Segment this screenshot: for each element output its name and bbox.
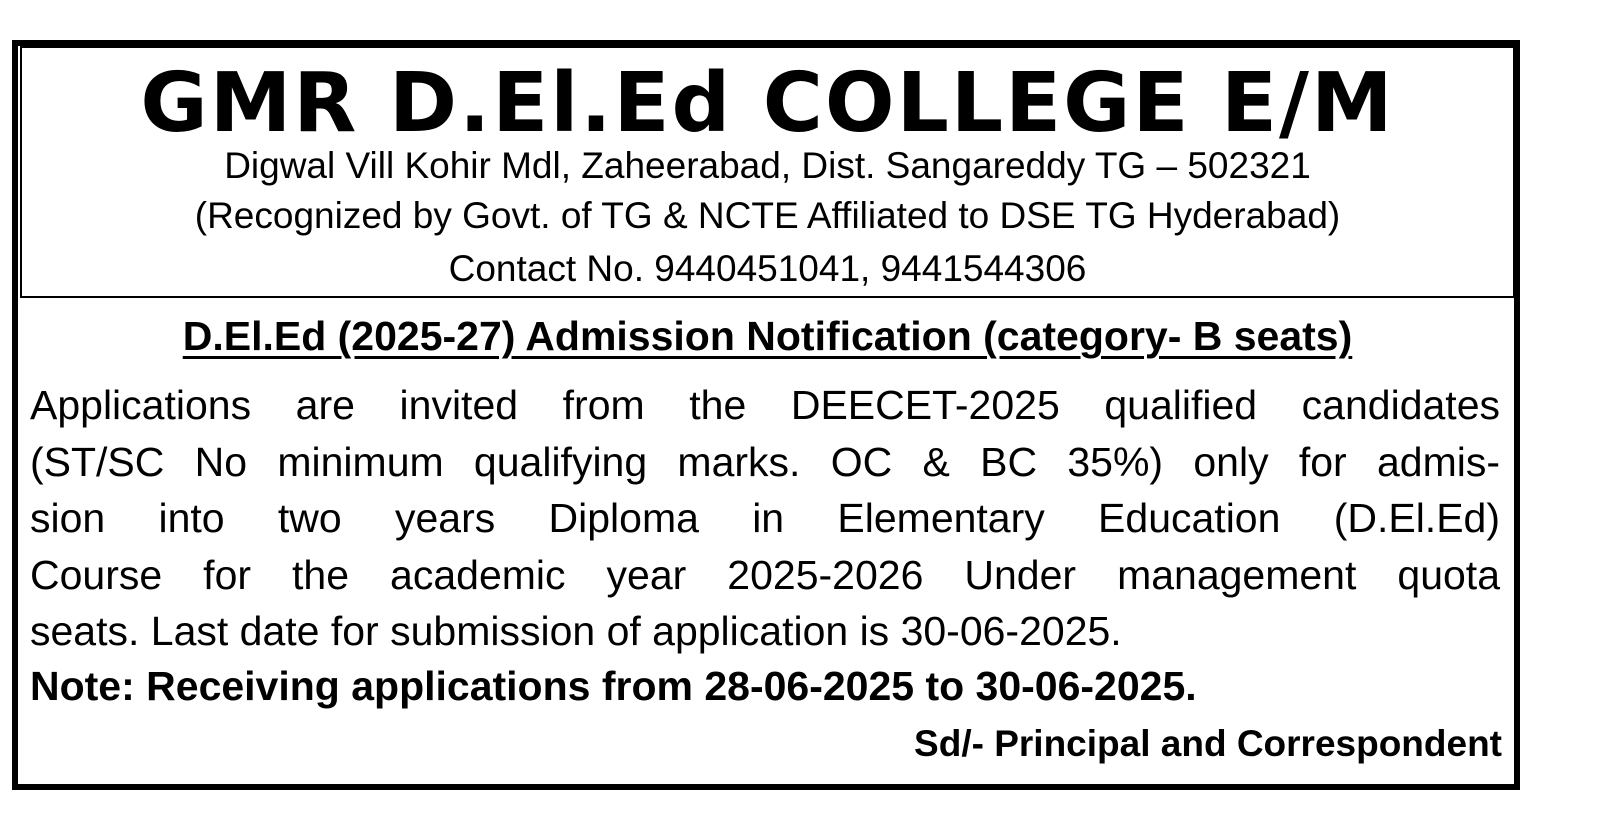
body-line: (ST/SC No minimum qualifying marks. OC & BC 35%) only for admis- [30,438,1500,485]
college-header-box [20,46,1515,298]
signature: Sd/- Principal and Correspondent [914,723,1502,764]
body-line: Applications are invited from the DEECET-2025 qualified candidates [30,382,1500,428]
notification-title: D.El.Ed (2025-27) Admission Notification (category- B seats) [182,313,1353,359]
notification-body [30,377,1500,660]
application-dates-note: Note: Receiving applications from 28-06-2025 to 30-06-2025. [30,663,1197,709]
body-line: seats. Last date for submission of application is 30-06-2025. [30,608,1122,654]
recognition-line: (Recognized by Govt. of TG & NCTE Affiliated to DSE TG Hyderabad) [194,195,1341,236]
body-line: Course for the academic year 2025-2026 Under management quota [30,551,1500,598]
college-name: GMR D.El.Ed COLLEGE E/M [140,56,1395,151]
contact-numbers: Contact No. 9440451041, 9441544306 [448,248,1087,289]
college-address: Digwal Vill Kohir Mdl, Zaheerabad, Dist. Sangareddy TG – 502321 [224,145,1311,186]
body-line: sion into two years Diploma in Elementary Education (D.El.Ed) [30,495,1500,541]
